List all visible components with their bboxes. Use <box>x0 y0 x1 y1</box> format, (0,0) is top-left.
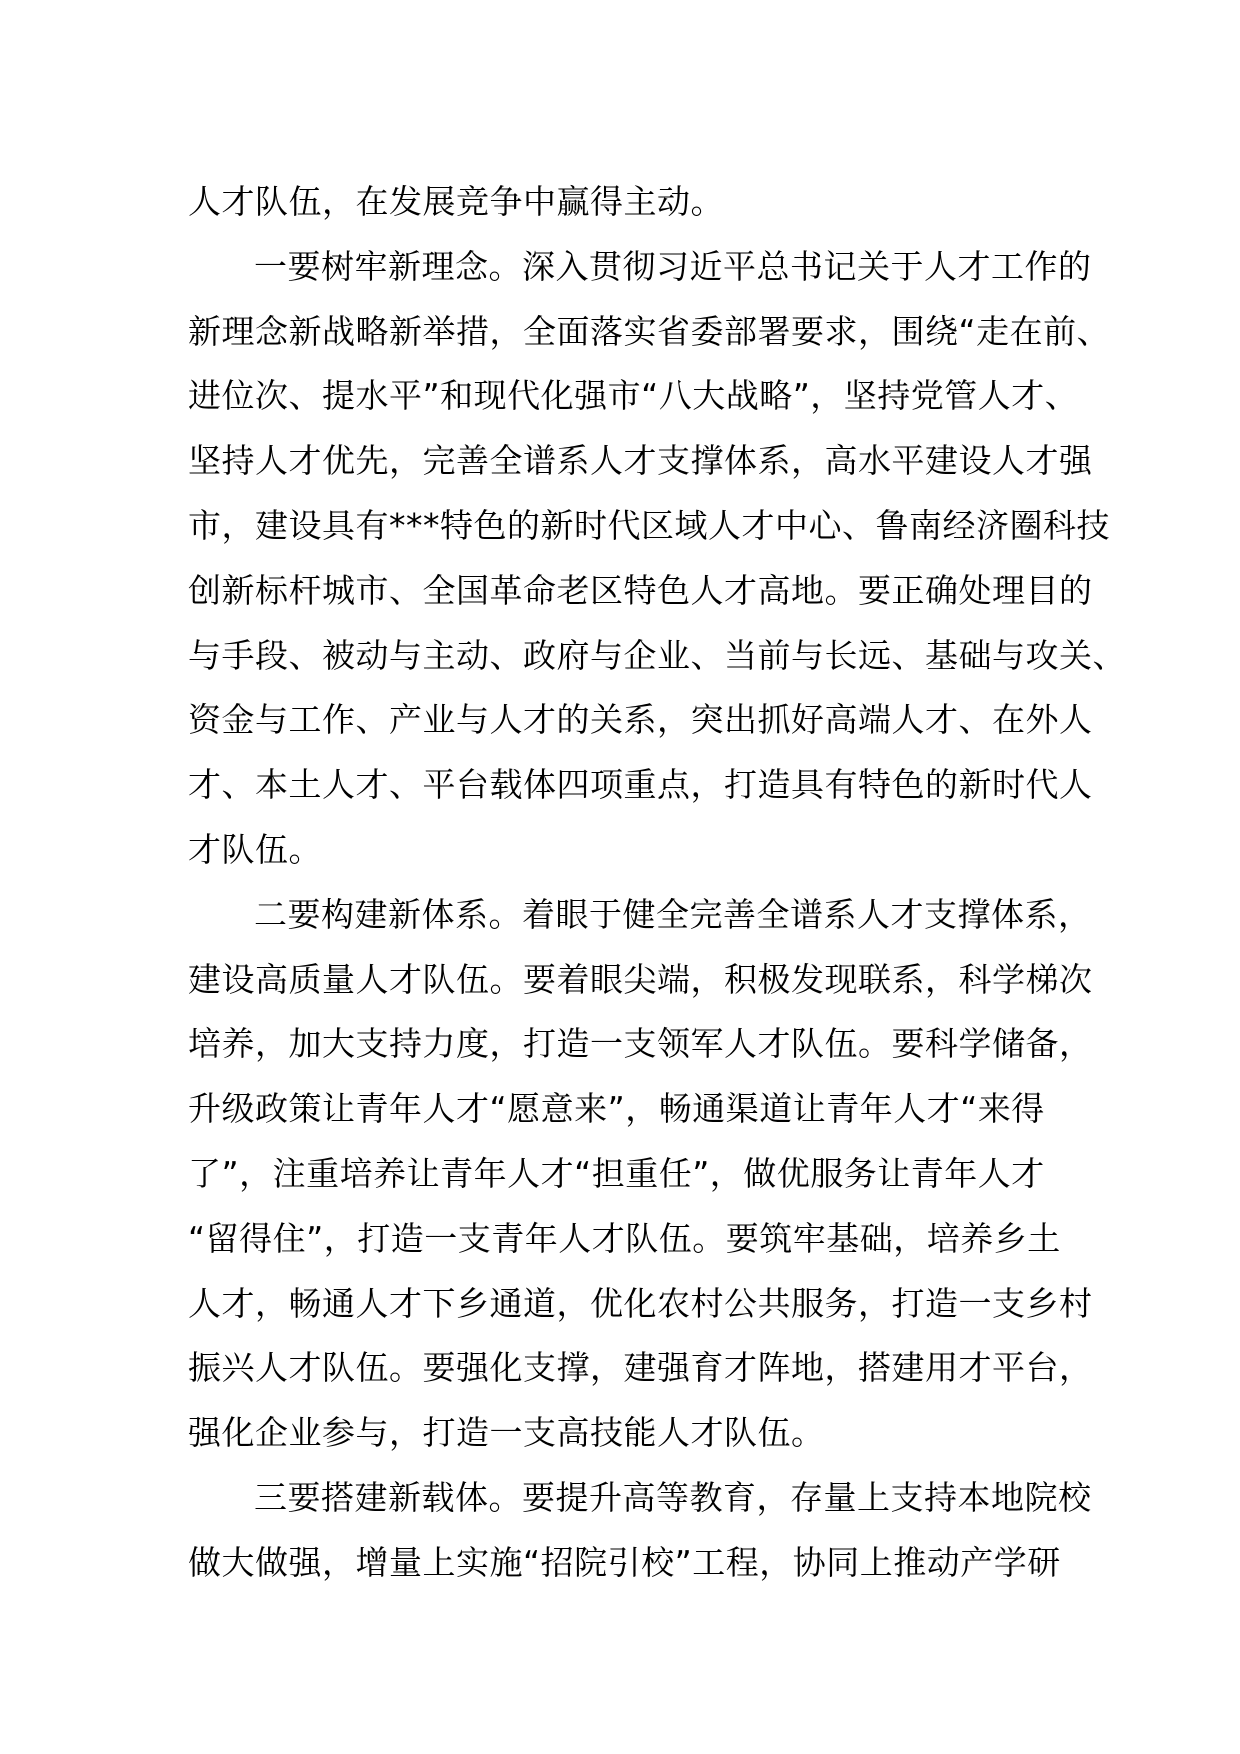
text-line: 坚持人才优先，完善全谱系人才支撑体系，高水平建设人才强 <box>188 441 1093 481</box>
text-line: 人才，畅通人才下乡通道，优化农村公共服务，打造一支乡村 <box>188 1283 1093 1323</box>
text-line: 培养，加大支持力度，打造一支领军人才队伍。要科学储备， <box>188 1024 1093 1064</box>
text-line: 才、本土人才、平台载体四项重点，打造具有特色的新时代人 <box>188 765 1093 805</box>
paragraph-start-line: 一要树牢新理念。深入贯彻习近平总书记关于人才工作的 <box>254 246 1092 286</box>
text-line: 资金与工作、产业与人才的关系，突出抓好高端人才、在外人 <box>188 700 1093 740</box>
text-line: 新理念新战略新举措，全面落实省委部署要求，围绕“走在前、 <box>188 311 1111 351</box>
text-line: “留得住”，打造一支青年人才队伍。要筑牢基础，培养乡土 <box>188 1218 1061 1258</box>
text-line: 做大做强，增量上实施“招院引校”工程，协同上推动产学研 <box>188 1542 1061 1582</box>
paragraph-start-line: 二要构建新体系。着眼于健全完善全谱系人才支撑体系， <box>254 894 1092 934</box>
text-line: 建设高质量人才队伍。要着眼尖端，积极发现联系，科学梯次 <box>188 959 1093 999</box>
text-line: 市，建设具有***特色的新时代区域人才中心、鲁南经济圈科技 <box>188 505 1110 545</box>
text-line: 创新标杆城市、全国革命老区特色人才高地。要正确处理目的 <box>188 570 1093 610</box>
paragraph-start-line: 三要搭建新载体。要提升高等教育，存量上支持本地院校 <box>254 1477 1092 1517</box>
text-line: 人才队伍，在发展竞争中赢得主动。 <box>188 182 724 221</box>
text-line: 强化企业参与，打造一支高技能人才队伍。 <box>188 1413 825 1453</box>
text-line: 才队伍。 <box>188 829 322 869</box>
text-line: 了”，注重培养让青年人才“担重任”，做优服务让青年人才 <box>188 1153 1045 1193</box>
text-line: 与手段、被动与主动、政府与企业、当前与长远、基础与攻关、 <box>188 635 1126 675</box>
text-line: 升级政策让青年人才“愿意来”，畅通渠道让青年人才“来得 <box>188 1089 1045 1129</box>
text-line: 进位次、提水平”和现代化强市“八大战略”，坚持党管人才、 <box>188 376 1079 416</box>
text-line: 振兴人才队伍。要强化支撑，建强育才阵地，搭建用才平台， <box>188 1348 1093 1388</box>
document-body <box>188 170 1126 1596</box>
